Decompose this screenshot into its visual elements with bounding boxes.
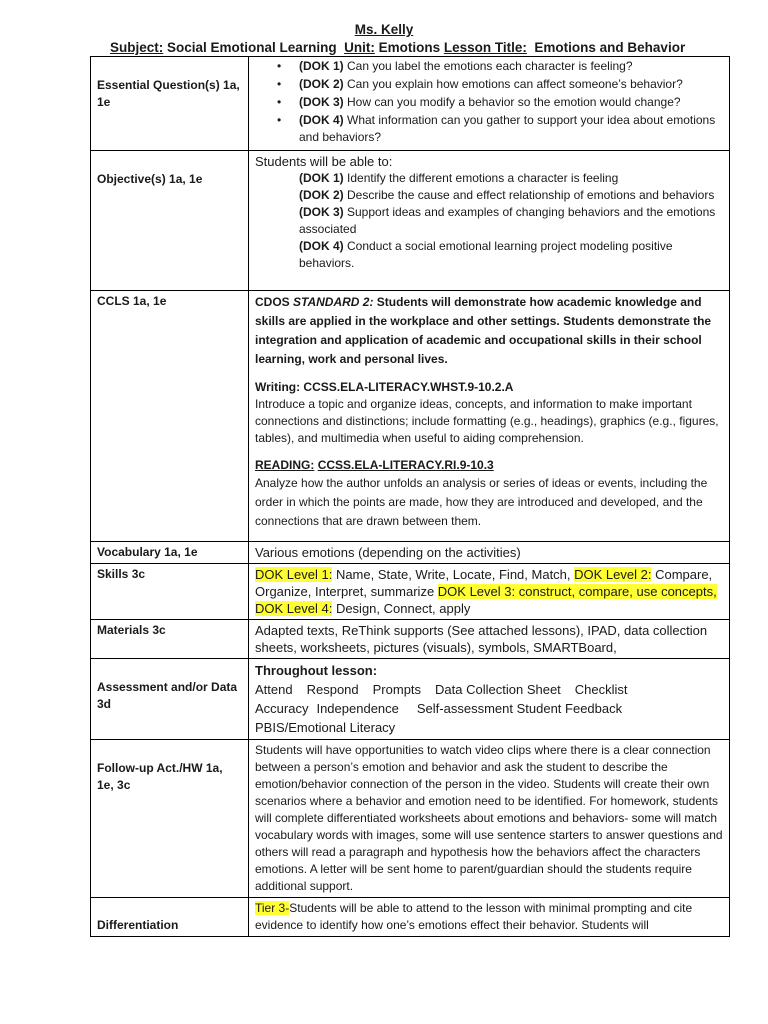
unit-label: Unit: — [344, 40, 375, 55]
label-differentiation: Differentiation — [91, 898, 249, 937]
cell-follow-up: Students will have opportunities to watch video clips where there is a clear connection between a person’s emotion and behavior and ask the student to describe the emotion/behavior connection of the person in the video. Students will create their own scenarios where a behavior and emotion need to be identified. For homework, students will complete differentiated worksheets about emotions and behaviors- some will match vocabulary words with images, some will use sentence starters to answer questions and others will read a paragraph and hypothesis how the behaviors affect the characters emotions. A letter will be sent home to parent/guardian should the students require additional support. — [249, 740, 730, 898]
writing-standard-heading: Writing: CCSS.ELA-LITERACY.WHST.9-10.2.A — [255, 380, 514, 394]
cell-ccls — [249, 291, 730, 542]
row-ccls — [91, 291, 730, 542]
label-vocabulary: Vocabulary 1a, 1e — [91, 542, 249, 564]
subject-value: Social Emotional Learning — [167, 40, 337, 55]
reading-standard-heading: READING: CCSS.ELA-LITERACY.RI.9-10.3 — [255, 458, 494, 472]
lesson-header — [110, 40, 685, 55]
subject-label: Subject: — [110, 40, 164, 55]
row-differentiation — [91, 898, 730, 937]
essential-question: • (DOK 4) What information can you gather to support your idea about emotions and behaviors? — [299, 112, 723, 146]
objectives-intro: Students will be able to: — [255, 154, 393, 169]
row-objectives — [91, 151, 730, 291]
assessment-row-1: Attend Respond Prompts Data Collection Sheet Checklist — [255, 682, 628, 697]
label-ccls: CCLS 1a, 1e — [91, 291, 249, 542]
cell-skills: DOK Level 1: Name, State, Write, Locate, Find, Match, DOK Level 2: Compare, Organize, Interpret, summarize DOK Level 3: construct, compare, use concepts, DOK Level 4: Design, Connect, apply — [249, 564, 730, 620]
label-materials: Materials 3c — [91, 620, 249, 659]
cell-objectives — [249, 151, 730, 291]
row-skills — [91, 564, 730, 620]
lesson-title-label: Lesson Title: — [443, 40, 527, 55]
essential-question: • (DOK 3) How can you modify a behavior so the emotion would change? — [299, 94, 723, 111]
label-follow-up: Follow-up Act./HW 1a, 1e, 3c — [91, 740, 249, 898]
teacher-name: Ms. Kelly — [354, 22, 414, 37]
row-assessment — [91, 659, 730, 740]
label-objectives: Objective(s) 1a, 1e — [91, 151, 249, 291]
essential-question: • (DOK 2) Can you explain how emotions can affect someone’s behavior? — [299, 76, 723, 93]
assessment-heading: Throughout lesson: — [255, 663, 378, 678]
objective-item: (DOK 3) Support ideas and examples of changing behaviors and the emotions associated — [299, 205, 716, 236]
objective-item: (DOK 2) Describe the cause and effect relationship of emotions and behaviors — [299, 188, 715, 202]
writing-standard-text: Introduce a topic and organize ideas, concepts, and information to make important connections and distinctions; include formatting (e.g., headings), graphics (e.g., figures, tables), and multimedia when useful to aiding comprehension. — [255, 397, 719, 445]
dok-level-2: DOK Level 2: — [574, 567, 652, 582]
row-materials — [91, 620, 730, 659]
lesson-title-value: Emotions and Behavior — [534, 40, 686, 55]
label-essential-questions: Essential Question(s) 1a, 1e — [91, 57, 249, 151]
objective-item: (DOK 1) Identify the different emotions a character is feeling — [299, 171, 619, 185]
dok-level-3: DOK Level 3: construct, compare, use concepts, — [437, 584, 717, 599]
assessment-row-2: Accuracy Independence Self-assessment Student Feedback — [255, 701, 623, 716]
row-follow-up — [91, 740, 730, 898]
objective-item: (DOK 4) Conduct a social emotional learning project modeling positive behaviors. — [299, 239, 673, 270]
cell-assessment — [249, 659, 730, 740]
row-essential-questions — [91, 57, 730, 151]
lesson-plan-table — [90, 56, 730, 937]
essential-question: • (DOK 1) Can you label the emotions each character is feeling? — [299, 58, 723, 75]
tier-3-tag: Tier 3- — [255, 901, 290, 915]
label-skills: Skills 3c — [91, 564, 249, 620]
label-assessment: Assessment and/or Data 3d — [91, 659, 249, 740]
cdos-standard: CDOS STANDARD 2: Students will demonstrate how academic knowledge and skills are applied in the workplace and other settings. Students demonstrate the integration and application of academic and occupational skills in their school learning, work and personal lives. — [255, 295, 712, 366]
reading-standard-text: Analyze how the author unfolds an analysis or series of ideas or events, including the order in which the points are made, how they are introduced and developed, and the connections that are drawn between them. — [255, 476, 708, 528]
cell-differentiation: Tier 3-Students will be able to attend to the lesson with minimal prompting and cite evidence to identify how one’s emotions effect their behavior. Students will — [249, 898, 730, 937]
cell-vocabulary: Various emotions (depending on the activities) — [249, 542, 730, 564]
row-vocabulary — [91, 542, 730, 564]
unit-value: Emotions — [378, 40, 441, 55]
cell-essential-questions — [249, 57, 730, 151]
essential-question-list — [255, 58, 723, 146]
dok-level-4: DOK Level 4: — [255, 601, 333, 616]
assessment-row-3: PBIS/Emotional Literacy — [255, 720, 396, 735]
dok-level-1: DOK Level 1: — [255, 567, 333, 582]
cell-materials: Adapted texts, ReThink supports (See attached lessons), IPAD, data collection sheets, worksheets, pictures (visuals), symbols, SMARTBoard, — [249, 620, 730, 659]
